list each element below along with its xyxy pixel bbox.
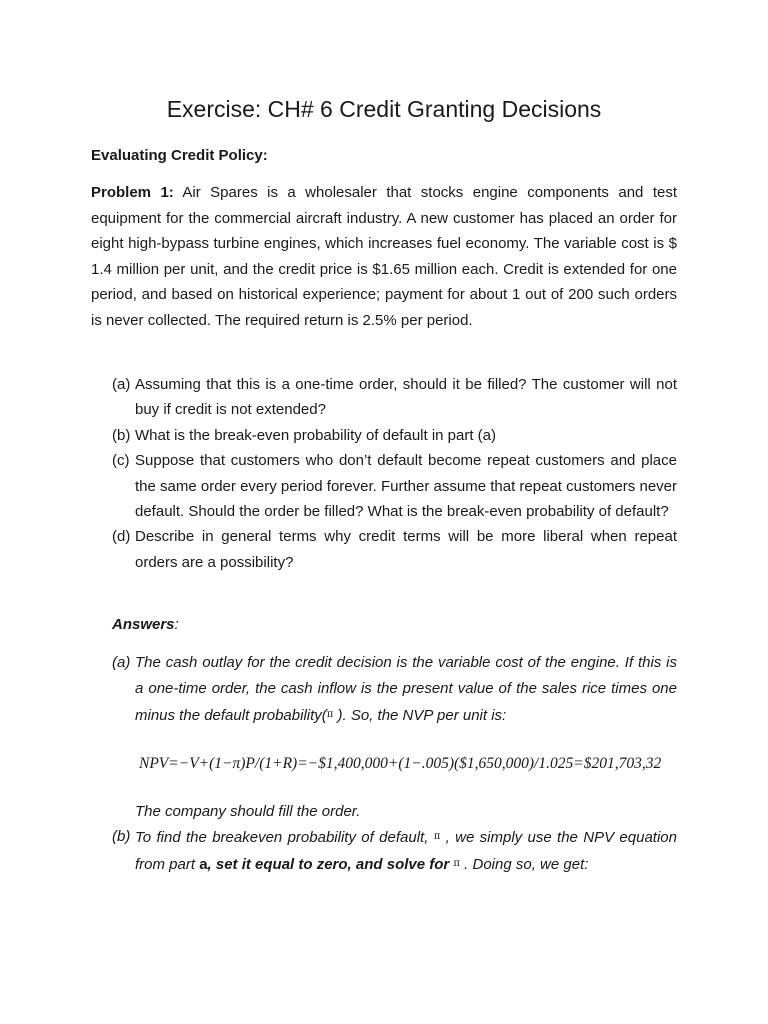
question-text: Suppose that customers who don’t default become repeat customers and place the same order every period forever. Further assume that repeat customers never default. Should the order be filled? What is the break-even probability of default? xyxy=(135,452,677,521)
company-conclusion: The company should fill the order. xyxy=(135,803,361,820)
problem-label: Problem 1: xyxy=(91,184,174,201)
pi-symbol: π xyxy=(453,858,460,869)
problem-paragraph xyxy=(91,180,677,334)
answer-b-text xyxy=(135,824,677,878)
question-label: (c) xyxy=(112,452,130,470)
question-label: (b) xyxy=(112,426,131,444)
answer-a-text xyxy=(135,650,677,729)
pi-symbol: π xyxy=(326,709,334,720)
question-text: Describe in general terms why credit terms will be more liberal when repeat orders are a possibility? xyxy=(135,528,677,571)
answer-a xyxy=(112,650,677,729)
answer-b-text-4: . Doing so, we get: xyxy=(460,856,589,873)
question-list xyxy=(112,372,677,575)
question-label: (a) xyxy=(112,376,131,393)
answers-heading xyxy=(112,615,179,635)
page-title: Exercise: CH# 6 Credit Granting Decisions xyxy=(166,96,602,122)
answer-b-text-1: To find the breakeven probability of default, xyxy=(135,829,434,846)
answer-b-part-a: a xyxy=(199,856,208,873)
npv-equation: NPV=−V+(1−π)P/(1+R)=−$1,400,000+(1−.005)($1,650,000)/1.025=$201,703,32 xyxy=(139,755,662,772)
question-text: What is the break-even probability of default in part (a) xyxy=(135,426,497,444)
question-item xyxy=(112,423,677,448)
answer-a-text-after: ). So, the NVP per unit is: xyxy=(333,707,507,724)
section-heading: Evaluating Credit Policy: xyxy=(91,147,268,164)
answer-b-text-3: , set it equal to zero, and solve for xyxy=(207,856,454,873)
question-text: Assuming that this is a one-time order, should it be filled? The customer will not buy if credit is not extended? xyxy=(135,376,677,419)
question-item xyxy=(112,448,677,524)
answer-a-label: (a) xyxy=(112,654,131,671)
answer-b-text-2: , we simply use the NPV equation from part xyxy=(135,829,677,873)
answers-heading-text: Answers xyxy=(112,616,175,633)
problem-text: Air Spares is a wholesaler that stocks engine components and test equipment for the commercial aircraft industry. A new customer has placed an order for eight high-bypass turbine engines, which increases fuel economy. The variable cost is $ 1.4 million per unit, and the credit price is $1.65 million each. Credit is extended for one period, and based on historical experience; payment for about 1 out of 200 such orders is never collected. The required return is 2.5% per period. xyxy=(91,184,677,329)
answer-a-text-before: The cash outlay for the credit decision is the variable cost of the engine. If this is a one-time order, the cash inflow is the present value of the sales rice times one minus the default probability( xyxy=(135,654,677,724)
question-label: (d) xyxy=(112,528,131,546)
answer-b-label: (b) xyxy=(112,828,131,845)
pi-symbol: π xyxy=(433,831,441,842)
answers-heading-colon: : xyxy=(174,616,179,633)
question-item xyxy=(112,524,677,575)
question-item xyxy=(112,372,677,423)
answer-b xyxy=(112,824,677,878)
